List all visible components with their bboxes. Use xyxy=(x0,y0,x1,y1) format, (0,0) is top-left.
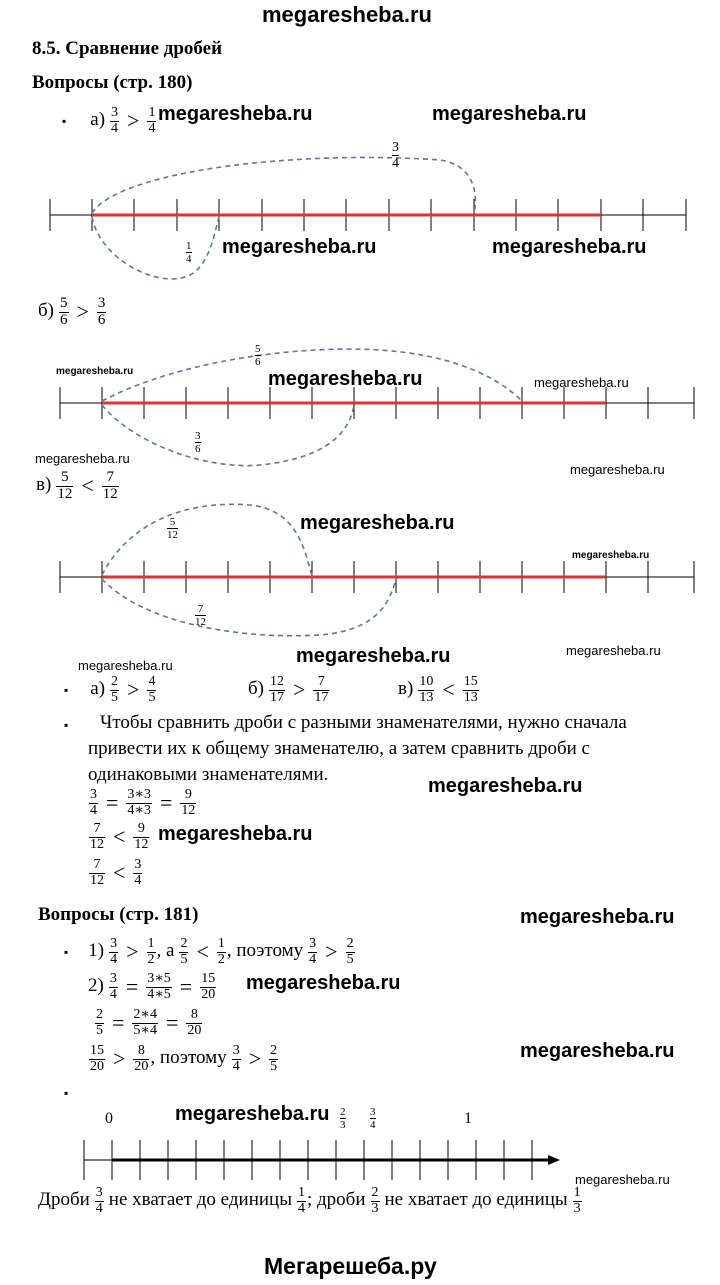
greater-sign: > xyxy=(325,939,338,965)
label-a: а) xyxy=(90,108,106,130)
bullet-icon: ▪ xyxy=(64,718,69,732)
fraction-3-4: $\frac{3}{4}$ xyxy=(110,936,118,967)
bullet-icon: ▪ xyxy=(64,1086,69,1100)
watermark: megaresheba.ru xyxy=(520,906,675,928)
less-sign: < xyxy=(113,860,126,886)
watermark: megaresheba.ru xyxy=(432,103,587,125)
site-header[interactable]: megaresheba.ru xyxy=(262,2,432,27)
equals-sign: = xyxy=(179,974,193,1000)
watermark: megaresheba.ru xyxy=(300,512,455,534)
equation-2 xyxy=(88,822,150,852)
questions-180-title: Вопросы (стр. 180) xyxy=(32,72,193,93)
rule-text-line-3: одинаковыми знаменателями. xyxy=(88,764,329,785)
comparison-row xyxy=(64,675,157,705)
final-text-2: не хватает до единицы xyxy=(108,1188,292,1210)
fraction-1-2: $\frac{1}{2}$ xyxy=(217,936,225,967)
part-v-row xyxy=(36,470,120,503)
greater-sign: > xyxy=(126,939,139,965)
fraction-3-4: $\frac{3}{4}$ xyxy=(232,1043,240,1074)
equals-sign: = xyxy=(165,1010,179,1036)
watermark: megaresheba.ru xyxy=(296,645,451,667)
greater-sign: > xyxy=(127,108,140,134)
watermark: megaresheba.ru xyxy=(158,823,313,845)
arc-label-5-12: $\frac{5}{12}$ xyxy=(167,516,178,542)
therefore-text: , поэтому xyxy=(150,1046,227,1068)
bullet-icon: ▪ xyxy=(62,113,67,128)
fraction-3-4: $\frac{3}{4}$ xyxy=(90,787,97,818)
fraction-12-17: $\frac{12}{17}$ xyxy=(270,674,284,705)
fraction-3-4: $\frac{3}{4}$ xyxy=(109,971,117,1002)
fraction-1-4: $\frac{1}{4}$ xyxy=(148,105,156,136)
watermark: megaresheba.ru xyxy=(566,643,661,658)
watermark: megaresheba.ru xyxy=(570,462,665,477)
fraction-3x5-4x5: $\frac{3∗5}{4∗5}$ xyxy=(147,971,171,1002)
greater-sign: > xyxy=(293,677,306,703)
fraction-7-12: $\frac{7}{12}$ xyxy=(90,821,104,852)
label-2-3: $\frac{2}{3}$ xyxy=(340,1106,346,1132)
fraction-1-2: $\frac{1}{2}$ xyxy=(147,936,155,967)
fraction-1-3: $\frac{1}{3}$ xyxy=(573,1185,581,1216)
final-text-1: Дроби xyxy=(38,1188,90,1210)
line-label-0: 0 xyxy=(105,1110,113,1127)
bullet-icon: ▪ xyxy=(64,682,69,697)
less-sign: < xyxy=(81,473,94,499)
number-line-d xyxy=(84,1140,560,1180)
fraction-7-17: $\frac{7}{17}$ xyxy=(314,674,329,705)
greater-sign: > xyxy=(127,677,140,703)
label-b: б) xyxy=(38,299,54,321)
fraction-3-4: $\frac{3}{4}$ xyxy=(111,105,119,136)
fraction-15-13: $\frac{15}{13}$ xyxy=(463,674,478,705)
fraction-3-4: $\frac{3}{4}$ xyxy=(309,936,317,967)
arc-label-3-4: $\frac{3}{4}$ xyxy=(392,140,399,172)
part-b-row xyxy=(38,296,107,329)
watermark: megaresheba.ru xyxy=(520,1040,675,1062)
label-v: в) xyxy=(36,473,52,495)
equation-1 xyxy=(88,788,197,818)
fraction-2x4-5x4: $\frac{2∗4}{5∗4}$ xyxy=(133,1007,157,1038)
rule-text-line-1: Чтобы сравнить дроби с разными знаменателями, нужно сначала xyxy=(100,712,627,733)
bullet-icon: ▪ xyxy=(64,944,69,959)
comma-a: , а xyxy=(156,939,175,961)
arc-label-5-6: $\frac{5}{6}$ xyxy=(255,343,261,369)
label-2: 2) xyxy=(88,974,104,996)
equals-sign: = xyxy=(112,1010,125,1036)
section-title: 8.5. Сравнение дробей xyxy=(32,38,223,59)
equals-sign: = xyxy=(125,974,139,1000)
p181-equation-3 xyxy=(94,1008,203,1038)
p181-equation-4 xyxy=(88,1044,279,1074)
arc-label-1-4: $\frac{1}{4}$ xyxy=(186,240,192,266)
arc-label-3-6: $\frac{3}{6}$ xyxy=(195,430,201,456)
fraction-3-4: $\frac{3}{4}$ xyxy=(134,857,142,888)
watermark: megaresheba.ru xyxy=(428,775,583,797)
watermark: megaresheba.ru xyxy=(246,972,401,994)
label-3-4: $\frac{3}{4}$ xyxy=(370,1106,376,1132)
fraction-15-20: $\frac{15}{20}$ xyxy=(90,1043,104,1074)
final-sentence xyxy=(38,1186,583,1216)
final-text-3: ; дроби xyxy=(306,1188,366,1210)
fraction-10-13: $\frac{10}{13}$ xyxy=(419,674,434,705)
watermark: megaresheba.ru xyxy=(268,368,423,390)
equals-sign: = xyxy=(159,790,173,816)
fraction-8-20: $\frac{8}{20}$ xyxy=(134,1043,149,1074)
watermark: megaresheba.ru xyxy=(575,1172,670,1187)
watermark: megaresheba.ru xyxy=(572,550,650,561)
watermark: megaresheba.ru xyxy=(222,236,377,258)
fraction-9-12: $\frac{9}{12}$ xyxy=(181,787,196,818)
fraction-5-6: $\frac{5}{6}$ xyxy=(60,295,68,328)
number-line-a xyxy=(50,157,686,278)
watermark: megaresheba.ru xyxy=(158,103,313,125)
watermark: megaresheba.ru xyxy=(175,1103,330,1125)
label-a: а) xyxy=(90,677,106,699)
watermark: megaresheba.ru xyxy=(56,366,134,377)
p181-item-1 xyxy=(64,937,356,967)
fraction-9-12: $\frac{9}{12}$ xyxy=(134,821,149,852)
number-line-b xyxy=(60,349,694,465)
footer-brand[interactable]: Мегарешеба.ру xyxy=(264,1253,437,1279)
watermark: megaresheba.ru xyxy=(492,236,647,258)
fraction-2-5: $\frac{2}{5}$ xyxy=(180,936,188,967)
label-1: 1) xyxy=(88,939,105,961)
fraction-8-20: $\frac{8}{20}$ xyxy=(187,1007,202,1038)
fraction-3-4: $\frac{3}{4}$ xyxy=(95,1185,103,1216)
greater-sign: > xyxy=(248,1046,262,1072)
fraction-1-4: $\frac{1}{4}$ xyxy=(297,1185,305,1216)
fraction-15-20: $\frac{15}{20}$ xyxy=(201,971,216,1002)
fraction-2-5: $\frac{2}{5}$ xyxy=(270,1043,278,1074)
label-b: б) xyxy=(248,677,264,699)
less-sign: < xyxy=(196,939,209,965)
greater-sign: > xyxy=(113,1046,126,1072)
fraction-7-12: $\frac{7}{12}$ xyxy=(102,469,118,502)
fraction-2-5: $\frac{2}{5}$ xyxy=(346,936,354,967)
fraction-2-3: $\frac{2}{3}$ xyxy=(371,1185,379,1216)
rule-text-line-2: привести их к общему знаменателю, а затем сравнить дроби с xyxy=(88,738,590,759)
line-label-1: 1 xyxy=(464,1110,472,1127)
fraction-4-5: $\frac{4}{5}$ xyxy=(148,674,156,705)
comparison-v xyxy=(398,675,480,705)
fraction-2-5: $\frac{2}{5}$ xyxy=(111,674,119,705)
fraction-7-12: $\frac{7}{12}$ xyxy=(90,857,104,888)
fraction-3-6: $\frac{3}{6}$ xyxy=(97,295,106,328)
watermark: megaresheba.ru xyxy=(35,451,130,466)
questions-181-title: Вопросы (стр. 181) xyxy=(38,904,199,925)
label-v: в) xyxy=(398,677,414,699)
therefore-text: , поэтому xyxy=(226,939,304,961)
watermark: megaresheba.ru xyxy=(78,658,173,673)
p181-item-2 xyxy=(88,972,217,1002)
comparison-b xyxy=(248,675,330,705)
final-text-4: не хватает до единицы xyxy=(384,1188,568,1210)
fraction-2-5: $\frac{2}{5}$ xyxy=(96,1007,103,1038)
fraction-5-12: $\frac{5}{12}$ xyxy=(57,469,73,502)
arc-label-7-12: $\frac{7}{12}$ xyxy=(195,603,206,629)
less-sign: < xyxy=(113,824,126,850)
fraction-3x3-4x3: $\frac{3∗3}{4∗3}$ xyxy=(127,787,151,818)
watermark: megaresheba.ru xyxy=(534,375,629,390)
equals-sign: = xyxy=(106,790,119,816)
less-sign: < xyxy=(442,677,455,703)
greater-sign: > xyxy=(76,299,89,325)
equation-3 xyxy=(88,858,143,888)
